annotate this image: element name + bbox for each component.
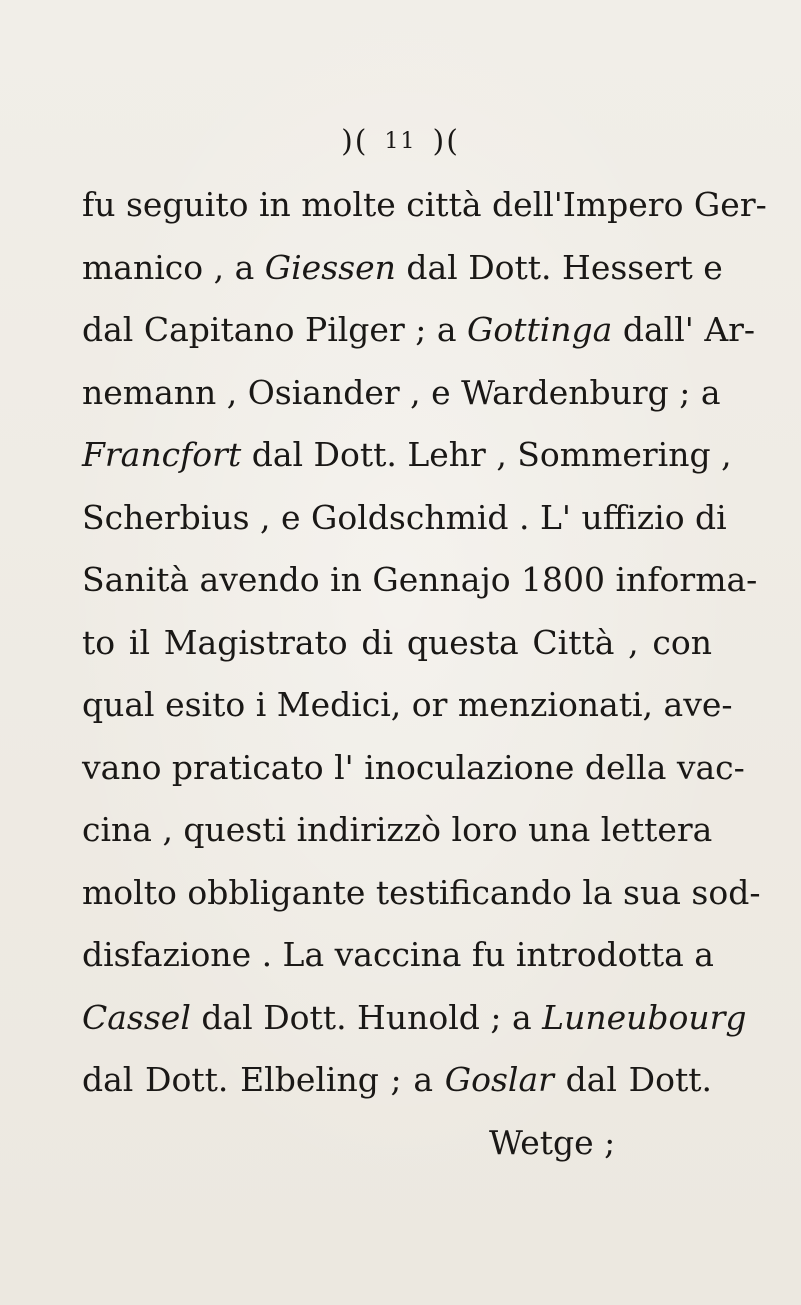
place-name: Francfort <box>82 435 242 474</box>
text-line <box>82 685 733 725</box>
text-line <box>82 560 758 600</box>
running-head-left: )( <box>341 124 369 159</box>
text-run: manico , a <box>82 247 265 287</box>
text-line <box>82 435 732 475</box>
running-head-right: )( <box>432 124 460 159</box>
place-name: Gottinga <box>467 310 613 349</box>
text-line <box>82 810 712 850</box>
place-name: Luneubourg <box>542 997 747 1037</box>
text-run: disfazione . La vaccina fu introdotta a <box>82 935 714 974</box>
text-run: dal Dott. Hessert e <box>395 247 723 287</box>
text-run: dal Dott. Hunold ; a <box>190 997 543 1037</box>
text-line <box>82 997 747 1038</box>
text-run: vano praticato l' inoculazione della vac- <box>82 747 745 787</box>
text-line <box>82 872 761 913</box>
text-run: dal Capitano Pilger ; a <box>82 310 467 349</box>
text-run: to il Magistrato di questa Città , con <box>82 622 712 662</box>
text-run: fu seguito in molte città dell'Impero Ger- <box>82 185 767 224</box>
running-head <box>0 124 801 159</box>
text-run: molto obbligante testificando la sua sod- <box>82 872 761 912</box>
text-run: qual esito i Medici, or menzionati, ave- <box>82 685 733 724</box>
place-name: Cassel <box>82 997 191 1037</box>
text-line <box>82 935 712 975</box>
place-name: Goslar <box>444 1060 554 1099</box>
page-number: 11 <box>384 129 417 154</box>
text-run: Sanità avendo in Gennajo 1800 informa- <box>82 560 758 599</box>
text-line <box>82 247 723 288</box>
text-line <box>82 185 767 225</box>
text-line <box>82 1060 712 1100</box>
catchword: Wetge ; <box>489 1122 616 1162</box>
text-line <box>82 623 712 663</box>
text-line <box>82 747 745 788</box>
text-line <box>82 497 727 538</box>
place-name: Giessen <box>264 247 396 287</box>
text-run: dall' Ar- <box>612 310 756 349</box>
text-run: dal Dott. Elbeling ; a <box>82 1060 445 1099</box>
text-run: cina , questi indirizzò loro una lettera <box>82 810 713 849</box>
text-run: dal Dott. <box>553 1060 713 1099</box>
text-run: dal Dott. Lehr , Sommering , <box>241 435 732 474</box>
text-line <box>82 372 721 413</box>
text-run: Scherbius , e Goldschmid . L' uffizio di <box>82 497 727 537</box>
text-run: nemann , Osiander , e Wardenburg ; a <box>82 372 721 412</box>
text-line <box>82 310 756 350</box>
